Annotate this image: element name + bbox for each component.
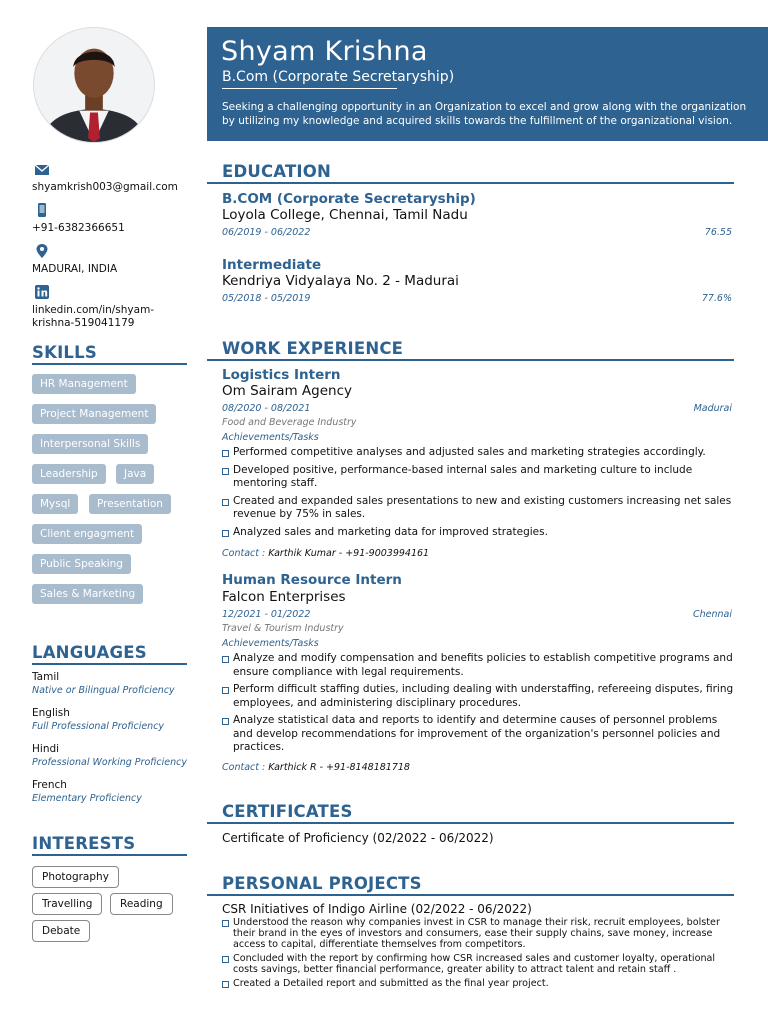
section-rule bbox=[207, 182, 222, 184]
candidate-summary: Seeking a challenging opportunity in an Organization to excel and grow along with the organization by utilizing my knowledge and acquired skills towards the fulfillment of the organizational vision. bbox=[222, 101, 747, 127]
contact-label: Contact : bbox=[222, 548, 266, 559]
list-item: Created a Detailed report and submitted as the final year project. bbox=[222, 978, 736, 989]
education-dates: 05/2018 - 05/2019 bbox=[222, 293, 311, 304]
languages-heading: LANGUAGES bbox=[32, 643, 187, 665]
linkedin-icon bbox=[34, 285, 50, 299]
skill-chip: Project Management bbox=[32, 404, 156, 424]
location-text: MADURAI, INDIA bbox=[32, 263, 118, 275]
location-icon bbox=[34, 244, 50, 258]
certificate-item: Certificate of Proficiency (02/2022 - 06/2022) bbox=[222, 831, 494, 845]
skill-chip: HR Management bbox=[32, 374, 136, 394]
job-title: Human Resource Intern bbox=[222, 572, 402, 588]
interest-tag: Travelling bbox=[32, 893, 102, 915]
skill-chip: Sales & Marketing bbox=[32, 584, 143, 604]
list-item: Analyze statistical data and reports to identify and determine causes of personnel problems and develop recommendations for improvement of the organization's personnel policies and practices. bbox=[222, 714, 736, 755]
language-name: French bbox=[32, 779, 67, 791]
list-item: Analyzed sales and marketing data for improved strategies. bbox=[222, 526, 736, 540]
section-rule bbox=[207, 822, 222, 824]
linkedin-text[interactable] bbox=[32, 304, 154, 330]
job-industry: Travel & Tourism Industry bbox=[222, 623, 344, 634]
section-rule bbox=[207, 894, 222, 896]
contact-label: Contact : bbox=[222, 762, 266, 773]
achievements-label: Achievements/Tasks bbox=[222, 432, 319, 443]
certificates-heading: CERTIFICATES bbox=[222, 802, 734, 824]
interest-tag: Debate bbox=[32, 920, 90, 942]
language-level: Elementary Proficiency bbox=[32, 793, 142, 804]
skills-heading: SKILLS bbox=[32, 343, 187, 365]
language-name: Hindi bbox=[32, 743, 60, 755]
list-item: Created and expanded sales presentations to new and existing customers increasing net sales revenue by 75% in sales. bbox=[222, 495, 736, 522]
email-text[interactable]: shyamkrish003@gmail.com bbox=[32, 181, 178, 193]
job-location: Chennai bbox=[692, 609, 732, 620]
job-bullet-list bbox=[222, 652, 736, 759]
education-heading: EDUCATION bbox=[222, 162, 734, 184]
skill-chip: Client engagment bbox=[32, 524, 142, 544]
job-contact bbox=[222, 548, 429, 559]
list-item: Performed competitive analyses and adjusted sales and marketing strategies accordingly. bbox=[222, 446, 736, 460]
interest-tag: Reading bbox=[110, 893, 173, 915]
project-title: CSR Initiatives of Indigo Airline (02/2022 - 06/2022) bbox=[222, 902, 532, 916]
language-level: Native or Bilingual Proficiency bbox=[32, 685, 175, 696]
email-icon bbox=[34, 163, 50, 177]
phone-text[interactable]: +91-6382366651 bbox=[32, 222, 125, 234]
education-title: Intermediate bbox=[222, 257, 322, 273]
language-name: Tamil bbox=[32, 671, 60, 683]
skill-chip: Presentation bbox=[89, 494, 171, 514]
contact-value: Karthik Kumar - +91-9003994161 bbox=[268, 548, 430, 559]
education-score: 77.6% bbox=[701, 293, 732, 304]
interests-heading: INTERESTS bbox=[32, 834, 187, 856]
job-industry: Food and Beverage Industry bbox=[222, 417, 357, 428]
work-heading: WORK EXPERIENCE bbox=[222, 339, 734, 361]
phone-icon bbox=[34, 203, 50, 217]
skill-chip: Mysql bbox=[32, 494, 78, 514]
project-bullet-list bbox=[222, 917, 736, 992]
education-title: B.COM (Corporate Secretaryship) bbox=[222, 191, 476, 207]
job-company: Falcon Enterprises bbox=[222, 589, 346, 605]
language-level: Full Professional Proficiency bbox=[32, 721, 165, 732]
education-dates: 06/2019 - 06/2022 bbox=[222, 227, 311, 238]
job-title: Logistics Intern bbox=[222, 367, 341, 383]
skill-chip: Leadership bbox=[32, 464, 106, 484]
job-bullet-list bbox=[222, 446, 736, 543]
language-level: Professional Working Proficiency bbox=[32, 757, 187, 768]
language-name: English bbox=[32, 707, 70, 719]
achievements-label: Achievements/Tasks bbox=[222, 638, 319, 649]
job-dates: 08/2020 - 08/2021 bbox=[222, 403, 311, 414]
skill-chip: Public Speaking bbox=[32, 554, 131, 574]
contact-value: Karthick R - +91-8148181718 bbox=[268, 762, 410, 773]
candidate-name: Shyam Krishna bbox=[221, 36, 428, 67]
list-item: Perform difficult staffing duties, including dealing with understaffing, refereeing disputes, firing employees, and administering disciplinary procedures. bbox=[222, 683, 736, 710]
projects-heading: PERSONAL PROJECTS bbox=[222, 874, 734, 896]
linkedin-line-1: linkedin.com/in/shyam- bbox=[32, 304, 155, 316]
job-company: Om Sairam Agency bbox=[222, 383, 353, 399]
job-dates: 12/2021 - 01/2022 bbox=[222, 609, 311, 620]
education-score: 76.55 bbox=[704, 227, 732, 238]
profile-photo bbox=[33, 27, 155, 143]
skill-chip: Interpersonal Skills bbox=[32, 434, 148, 454]
job-contact bbox=[222, 762, 410, 773]
list-item: Understood the reason why companies invest in CSR to manage their risk, recruit employees, bolster their brand in the eyes of investors and consumers, ease their supply chains, save money, increase access to capital, differentiate themselves from competitors. bbox=[222, 917, 736, 950]
list-item: Developed positive, performance-based internal sales and marketing culture to include mentoring staff. bbox=[222, 464, 736, 491]
linkedin-line-2: krishna-519041179 bbox=[32, 317, 135, 329]
list-item: Analyze and modify compensation and benefits policies to establish competitive programs and ensure compliance with legal requirements. bbox=[222, 652, 736, 679]
interest-tag: Photography bbox=[32, 866, 119, 888]
section-rule bbox=[207, 359, 222, 361]
list-item: Concluded with the report by confirming how CSR increased sales and customer loyalty, operational costs savings, better financial performance, greater ability to attract talent and retain staff . bbox=[222, 953, 736, 975]
job-location: Madurai bbox=[693, 403, 732, 414]
education-institution: Loyola College, Chennai, Tamil Nadu bbox=[222, 207, 468, 223]
education-institution: Kendriya Vidyalaya No. 2 - Madurai bbox=[222, 273, 459, 289]
skill-chip: Java bbox=[116, 464, 154, 484]
candidate-degree: B.Com (Corporate Secretaryship) bbox=[222, 69, 397, 89]
